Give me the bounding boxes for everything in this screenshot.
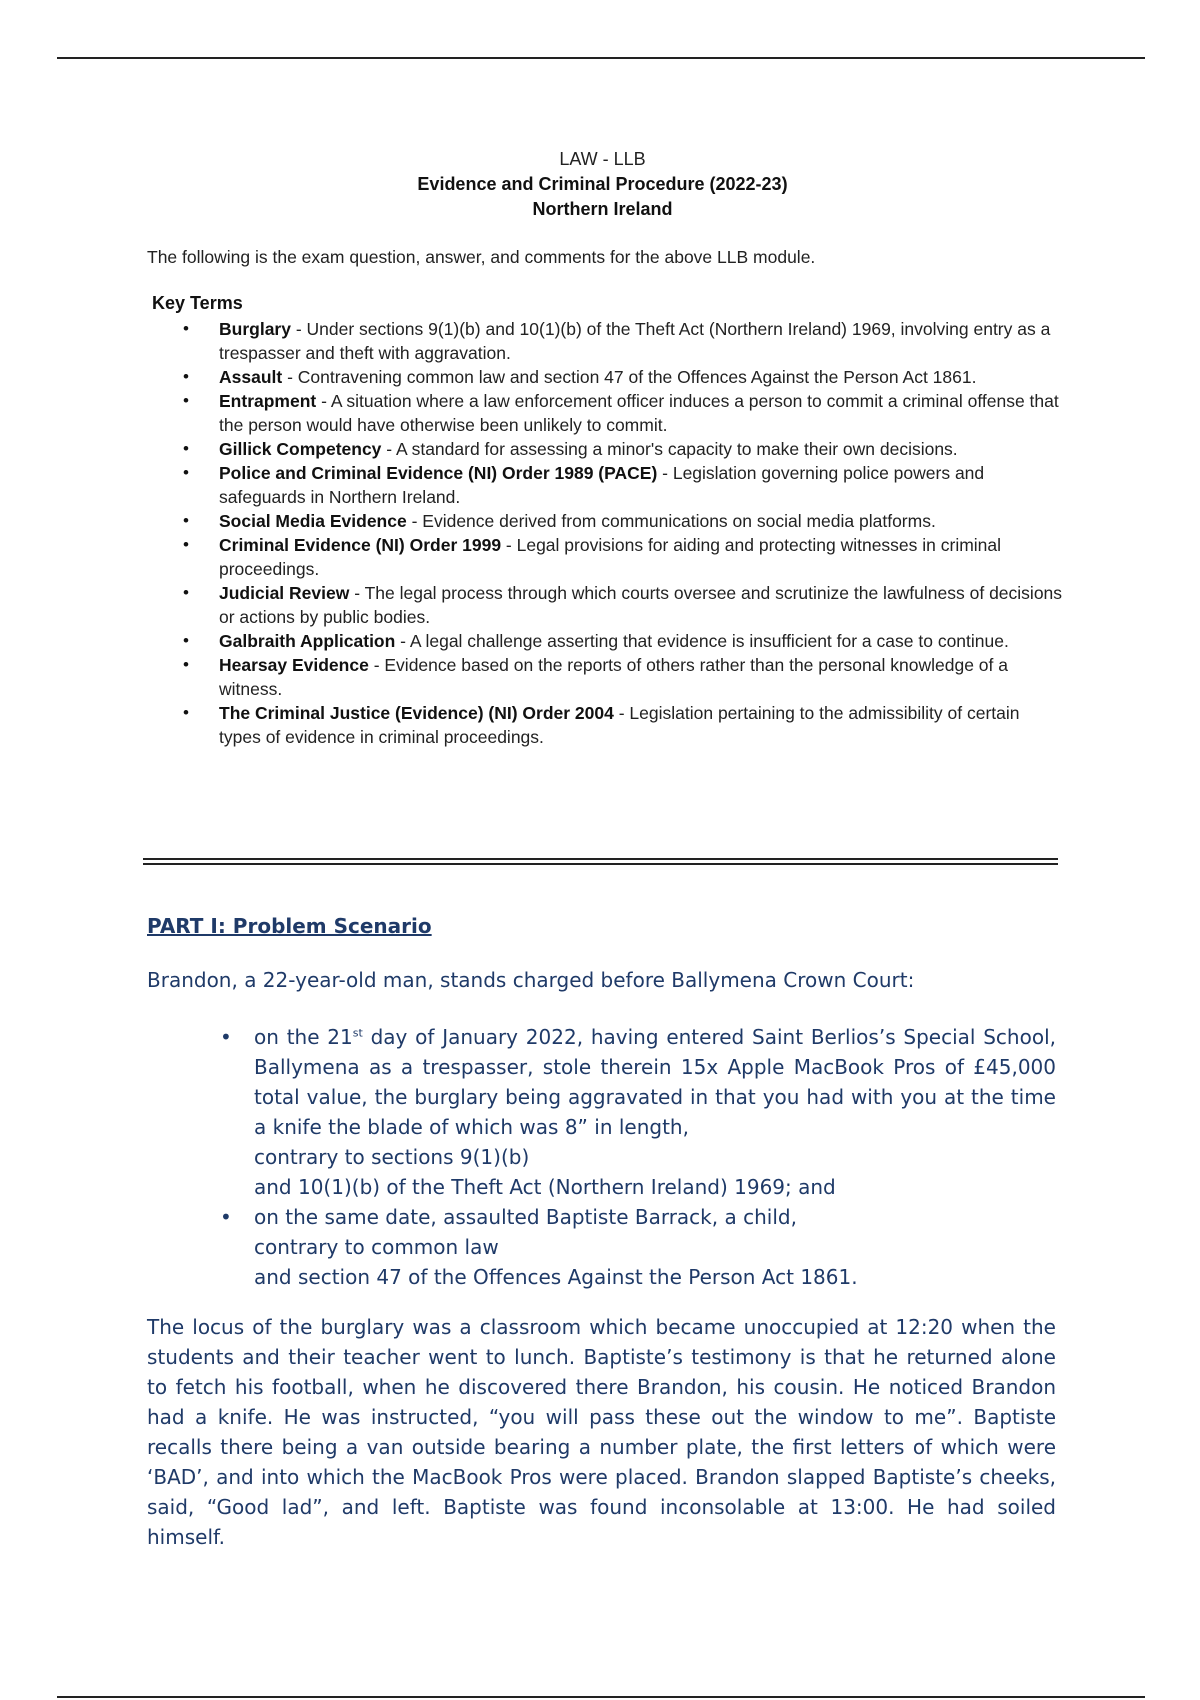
charge-one-date: on the 21: [254, 1025, 353, 1049]
key-term-item: [219, 365, 1064, 389]
term-definition: - A situation where a law enforcement officer induces a person to commit a criminal offense that the person would have otherwise been unlikely to commit.: [219, 391, 1059, 435]
module-title: Evidence and Criminal Procedure (2022-23): [417, 174, 788, 194]
key-term-item: [219, 581, 1064, 629]
term-definition: - Legislation pertaining to the admissibility of certain types of evidence in criminal proceedings.: [219, 703, 1020, 747]
term-definition: - A legal challenge asserting that evidence is insufficient for a case to continue.: [395, 631, 1009, 651]
term-definition: - Under sections 9(1)(b) and 10(1)(b) of the Theft Act (Northern Ireland) 1969, involving entry as a trespasser and theft with aggravation.: [219, 319, 1051, 363]
key-term-item: [219, 653, 1064, 701]
charge-two-statute-2: and section 47 of the Offences Against the Person Act 1861.: [254, 1265, 858, 1289]
key-term-item: [219, 509, 1064, 533]
document-header: [140, 147, 1065, 222]
key-term-item: [219, 461, 1064, 509]
term-name: Gillick Competency: [219, 439, 382, 459]
term-definition: - Contravening common law and section 47 of the Offences Against the Person Act 1861.: [282, 367, 977, 387]
charge-one-statute-2: and 10(1)(b) of the Theft Act (Northern Ireland) 1969; and: [254, 1175, 836, 1199]
charge-two-text: • on the same date, assaulted Baptiste Barrack, a child,: [254, 1205, 797, 1229]
term-definition: - Legislation governing police powers and safeguards in Northern Ireland.: [219, 463, 985, 507]
key-terms-heading: Key Terms: [152, 293, 243, 313]
term-definition: - Evidence based on the reports of others rather than the personal knowledge of a witness.: [219, 655, 1008, 699]
key-term-item: [219, 437, 1064, 461]
scenario-narrative: The locus of the burglary was a classroom which became unoccupied at 12:20 when the students and their teacher went to lunch. Baptiste’s testimony is that he returned alone to fetch his football, when he discovered there Brandon, his cousin. He noticed Brandon had a knife. He was instructed, “you will pass these out the window to me”. Baptiste recalls there being a van outside bearing a number plate, the first letters of which were ‘BAD’, and into which the MacBook Pros were placed. Brandon slapped Baptiste’s cheeks, said, “Good lad”, and left. Baptiste was found inconsolable at 13:00. He had soiled himself.: [147, 1315, 1056, 1549]
intro-text: The following is the exam question, answer, and comments for the above LLB module.: [147, 247, 816, 267]
key-term-item: [219, 629, 1064, 653]
charge-one-text: [254, 1022, 1056, 1142]
charge-item: [254, 1202, 1056, 1292]
bottom-rule: [57, 1696, 1145, 1698]
key-term-item: [219, 389, 1064, 437]
term-name: Galbraith Application: [219, 631, 396, 651]
term-name: Police and Criminal Evidence (NI) Order 1989 (PACE): [219, 463, 658, 483]
key-term-item: [219, 701, 1064, 749]
charge-one-statute-1: contrary to sections 9(1)(b): [254, 1145, 530, 1169]
top-rule: [57, 57, 1145, 59]
term-name: Burglary: [219, 319, 291, 339]
key-term-item: [219, 317, 1064, 365]
charge-item: [254, 1022, 1056, 1202]
term-definition: - A standard for assessing a minor's capacity to make their own decisions.: [381, 439, 958, 459]
key-term-item: [219, 533, 1064, 581]
term-definition: - Evidence derived from communications on social media platforms.: [406, 511, 936, 531]
charge-one-body: day of January 2022, having entered Saint Berlios’s Special School, Ballymena as a trespasser, stole therein 15x Apple MacBook Pros of £45,000 total value, the burglary being aggravated in that you had with you at the time a knife the blade of which was 8” in length,: [254, 1025, 1056, 1139]
jurisdiction-title: Northern Ireland: [532, 199, 673, 219]
charge-two-statute-1: contrary to common law: [254, 1235, 499, 1259]
term-name: The Criminal Justice (Evidence) (NI) Order 2004: [219, 703, 614, 723]
term-name: Hearsay Evidence: [219, 655, 369, 675]
charges-list: [254, 1022, 1056, 1292]
term-name: Social Media Evidence: [219, 511, 407, 531]
term-name: Criminal Evidence (NI) Order 1999: [219, 535, 502, 555]
term-name: Judicial Review: [219, 583, 350, 603]
key-terms-list: [219, 317, 1064, 749]
course-title: LAW - LLB: [559, 149, 646, 169]
term-name: Entrapment: [219, 391, 317, 411]
section-divider: [143, 858, 1058, 865]
part-one-heading: PART I: Problem Scenario: [147, 914, 432, 938]
charge-intro: Brandon, a 22-year-old man, stands charged before Ballymena Crown Court:: [147, 968, 915, 992]
ordinal-suffix: st: [352, 1026, 363, 1040]
term-definition: - The legal process through which courts oversee and scrutinize the lawfulness of decisions or actions by public bodies.: [219, 583, 1063, 627]
term-name: Assault: [219, 367, 283, 387]
term-definition: - Legal provisions for aiding and protecting witnesses in criminal proceedings.: [219, 535, 1002, 579]
